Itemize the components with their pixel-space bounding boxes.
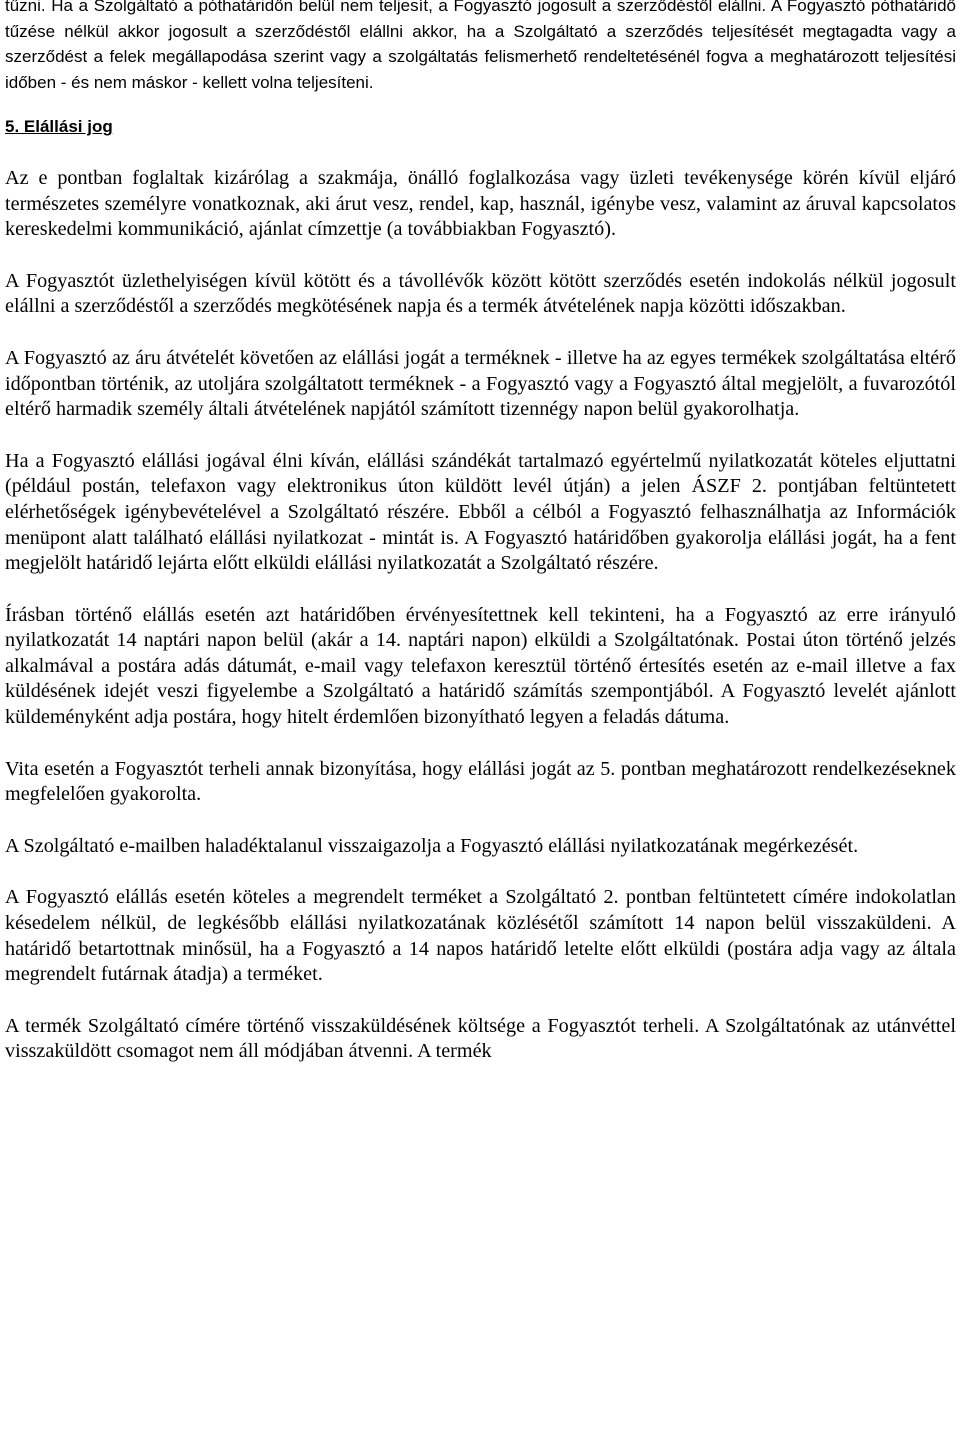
paragraph-return-obligation: A Fogyasztó elállás esetén köteles a megrendelt terméket a Szolgáltató 2. pontban feltüntetett címére indokolatlan késedelem nélkül, de legkésőbb elállási nyilatkozatának közlésétől számított 14 napon belül visszaküldeni. A határidő betartottnak minősül, ha a Fogyasztó a 14 napos határidő letelte előtt elküldi (postára adja vagy az általa megrendelt futárnak átadja) a terméket. (5, 886, 956, 986)
paragraph-withdrawal-period: A Fogyasztó az áru átvételét követően az elállási jogát a terméknek - illetve ha az egyes termékek szolgáltatása eltérő időpontban történik, az utoljára szolgáltatott terméknek - a Fogyasztó vagy a Fogyasztó által megjelölt, a fuvarozótól eltérő harmadik személy általi átvételének napjától számított tizennégy napon belül gyakorolhatja. (5, 346, 956, 421)
section-heading-text: 5. Elállási jog (5, 117, 113, 137)
paragraph-written-withdrawal: Írásban történő elállás esetén azt határidőben érvényesítettnek kell tekinteni, ha a Fogyasztó az erre irányuló nyilatkozatát 14 naptári napon belül (akár a 14. naptári napon) elküldi a Szolgáltatónak. Postai úton történő jelzés alkalmával a postára adás dátumát, e-mail vagy telefaxon keresztül történő értesítés esetén az e-mail illetve a fax küldésének idejét veszi figyelembe a Szolgáltató a határidő számítás szempontjából. A Fogyasztó levelét ajánlott küldeményként adja postára, hogy hitelt érdemlően bizonyítható legyen a feladás dátuma. (5, 603, 956, 729)
paragraph-burden-of-proof: Vita esetén a Fogyasztót terheli annak bizonyítása, hogy elállási jogát az 5. pontban meghatározott rendelkezéseknek megfelelően gyakorolta. (5, 757, 956, 806)
paragraph-withdrawal-declaration: Ha a Fogyasztó elállási jogával élni kíván, elállási szándékát tartalmazó egyértelmű nyilatkozatát köteles eljuttatni (például postán, telefaxon vagy elektronikus úton küldött levél útján) a jelen ÁSZF 2. pontjában feltüntetett elérhetőségek igénybevételével a Szolgáltató részére. Ebből a célból a Fogyasztó felhasználhatja az Információk menüpont alatt található elállási nyilatkozat - mintát is. A Fogyasztó határidőben gyakorolja elállási jogát, ha a fent megjelölt határidő lejárta előtt elküldi elállási nyilatkozatát a Szolgáltató részére. (5, 449, 956, 575)
document-page (5, 0, 956, 1065)
paragraph-scope: Az e pontban foglaltak kizárólag a szakmája, önálló foglalkozása vagy üzleti tevékenysége körén kívül eljáró természetes személyre vonatkoznak, aki árut vesz, rendel, kap, használ, igénybe vesz, valamint az áruval kapcsolatos kereskedelmi kommunikáció, ajánlat címzettje (a továbbiakban Fogyasztó). (5, 166, 956, 241)
paragraph-return-cost: A termék Szolgáltató címére történő visszaküldésének költsége a Fogyasztót terheli. A Szolgáltatónak az utánvéttel visszaküldött csomagot nem áll módjában átvenni. A termék (5, 1014, 956, 1063)
paragraph-email-confirmation: A Szolgáltató e-mailben haladéktalanul visszaigazolja a Fogyasztó elállási nyilatkozatának megérkezését. (5, 834, 859, 857)
intro-paragraph: tűzni. Ha a Szolgáltató a póthatáridőn belül nem teljesít, a Fogyasztó jogosult a szerződéstől elállni. A Fogyasztó póthatáridő tűzése nélkül akkor jogosult a szerződéstől elállni akkor, ha a Szolgáltató a szerződés teljesítését megtagadta vagy a szerződést a felek megállapodása szerint vagy a szolgáltatás felismerhető rendeltetésénél fogva a meghatározott teljesítési időben - és nem máskor - kellett volna teljesíteni. (5, 0, 956, 92)
section-heading (5, 114, 956, 140)
paragraph-right-of-withdrawal: A Fogyasztót üzlethelyiségen kívül kötött és a távollévők között kötött szerződés esetén indokolás nélkül jogosult elállni a szerződéstől a szerződés megkötésének napja és a termék átvételének napja közötti időszakban. (5, 269, 956, 318)
